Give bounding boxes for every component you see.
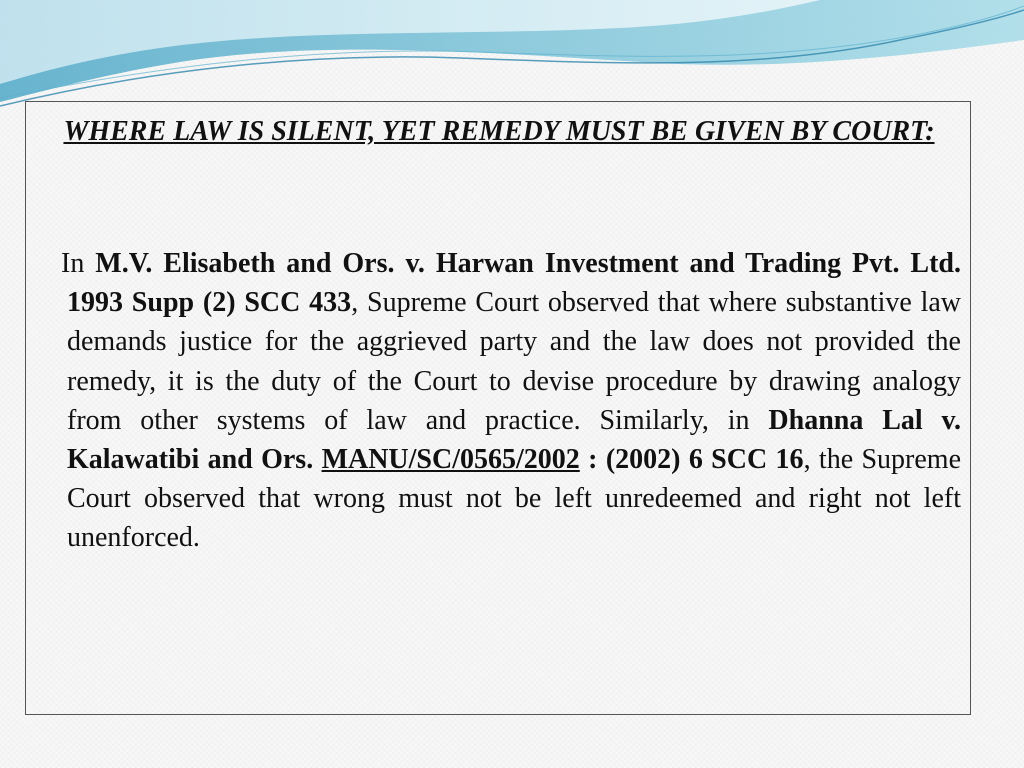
slide-body: [61, 244, 962, 558]
body-text-1: In: [61, 248, 96, 279]
body-text-2: , Supreme Court observed that where substantive law demands justice for the aggrieved party and the law does not provided the remedy, it is the duty of the Court to devise procedure by drawing analogy from other systems of law and practice. Similarly, in: [67, 287, 962, 436]
slide-title: WHERE LAW IS SILENT, YET REMEDY MUST BE GIVEN BY COURT:: [63, 116, 935, 147]
content-box: [25, 101, 971, 715]
case-citation-elisabeth: M.V. Elisabeth and Ors. v. Harwan Investment and Trading Pvt. Ltd. 1993 Supp (2) SCC 433: [67, 248, 962, 319]
case-citation-scc: : (2002) 6 SCC 16: [579, 444, 804, 476]
body-text-3: , the Supreme Court observed that wrong must not be left unredeemed and right not left unenforced.: [67, 444, 962, 554]
case-citation-manu: MANU/SC/0565/2002: [321, 444, 580, 476]
case-name-dhanna-lal: Dhanna Lal v. Kalawatibi and Ors.: [67, 404, 961, 476]
